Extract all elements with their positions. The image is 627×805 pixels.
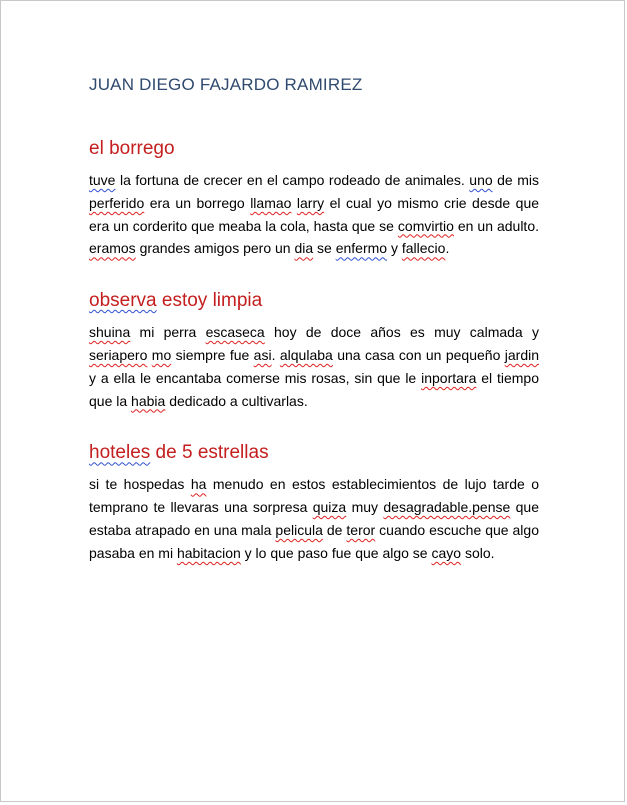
spelling-flagged-word: quiza <box>312 499 347 516</box>
section-3 <box>89 441 539 564</box>
spelling-flagged-word: ha <box>190 476 207 493</box>
spelling-flagged-word: asi <box>253 346 272 363</box>
spelling-flagged-word: jardin <box>504 346 540 363</box>
spelling-flagged-word: habitacion <box>176 544 241 561</box>
grammar-flagged-word: observa <box>89 290 157 312</box>
section-paragraph[interactable] <box>89 473 539 564</box>
text-run: grandes amigos pero un <box>135 240 295 257</box>
text-run: el cual yo mismo crie desde que era un corderito que meaba la cola, hasta que se <box>89 194 540 234</box>
text-run: el borrego <box>89 138 175 159</box>
spelling-flagged-word: larry <box>296 194 325 211</box>
text-run: solo. <box>461 544 495 561</box>
text-run: que estaba atrapado en una mala <box>89 499 540 538</box>
section-paragraph[interactable] <box>89 169 539 260</box>
text-run: una casa con un pequeño <box>332 346 505 363</box>
spelling-flagged-word: inportara <box>421 369 477 386</box>
text-run: hoy de doce años es muy calmada y <box>264 324 540 341</box>
section-1 <box>89 137 539 260</box>
spelling-flagged-word: alqulaba <box>279 346 333 363</box>
text-run: y a ella le encantaba comerse mis rosas, sin que le <box>89 369 422 386</box>
grammar-flagged-word: enfermo <box>335 240 388 257</box>
spelling-flagged-word: teror <box>346 521 376 538</box>
spelling-flagged-word: pelicula <box>275 521 323 538</box>
spelling-flagged-word: seriapero <box>89 346 148 363</box>
grammar-flagged-word: tuve <box>89 172 116 188</box>
text-run: dedicado a cultivarlas. <box>165 392 308 409</box>
text-run: menudo en estos establecimientos de lujo tarde o temprano te llevaras una sorpresa <box>89 476 539 516</box>
section-heading[interactable] <box>89 289 539 313</box>
document-content[interactable] <box>89 73 539 594</box>
text-run: . <box>445 240 450 257</box>
grammar-flagged-word: hoteles <box>89 442 151 464</box>
spelling-flagged-word: mo <box>151 346 172 363</box>
text-run: y lo que paso fue que algo se <box>240 544 432 561</box>
spelling-flagged-word: shuina <box>89 324 131 341</box>
sections-container <box>89 137 539 565</box>
section-heading[interactable] <box>89 441 539 465</box>
text-run: en un adulto. <box>453 217 539 234</box>
spelling-flagged-word: perferido <box>89 194 145 211</box>
text-run: si te hospedas <box>89 476 191 493</box>
text-run: cuando escuche que algo pasaba en mi <box>89 521 539 561</box>
section-heading[interactable] <box>89 137 539 161</box>
text-run: de <box>322 521 347 538</box>
text-run: estoy limpia <box>156 290 263 312</box>
section-2 <box>89 289 539 412</box>
spelling-flagged-word: eramos <box>89 240 136 257</box>
spelling-flagged-word: comvirtio <box>397 217 454 234</box>
grammar-flagged-word: uno <box>469 172 493 188</box>
text-run: siempre fue <box>171 346 254 363</box>
spelling-flagged-word: desagradable.pense <box>383 499 511 516</box>
spelling-flagged-word: llamao <box>250 194 292 211</box>
text-run: . <box>271 346 280 363</box>
text-run: muy <box>346 499 384 516</box>
text-run: y <box>387 240 402 257</box>
text-run: de mis <box>492 172 539 188</box>
spelling-flagged-word: cayo <box>431 544 462 561</box>
author-title[interactable]: JUAN DIEGO FAJARDO RAMIREZ <box>89 75 363 94</box>
text-run: de 5 estrellas <box>150 442 269 464</box>
spelling-flagged-word: dia <box>294 240 314 257</box>
section-paragraph[interactable] <box>89 321 539 412</box>
spelling-flagged-word: fallecio <box>401 240 446 257</box>
text-run: mi perra <box>130 324 206 341</box>
text-run: se <box>313 240 336 257</box>
spelling-flagged-word: escaseca <box>205 324 265 341</box>
text-run: la fortuna de crecer en el campo rodeado de animales. <box>115 172 470 188</box>
text-run: era un borrego <box>144 194 251 211</box>
text-run: el tiempo que la <box>89 369 540 409</box>
spelling-flagged-word: habia <box>131 392 166 409</box>
